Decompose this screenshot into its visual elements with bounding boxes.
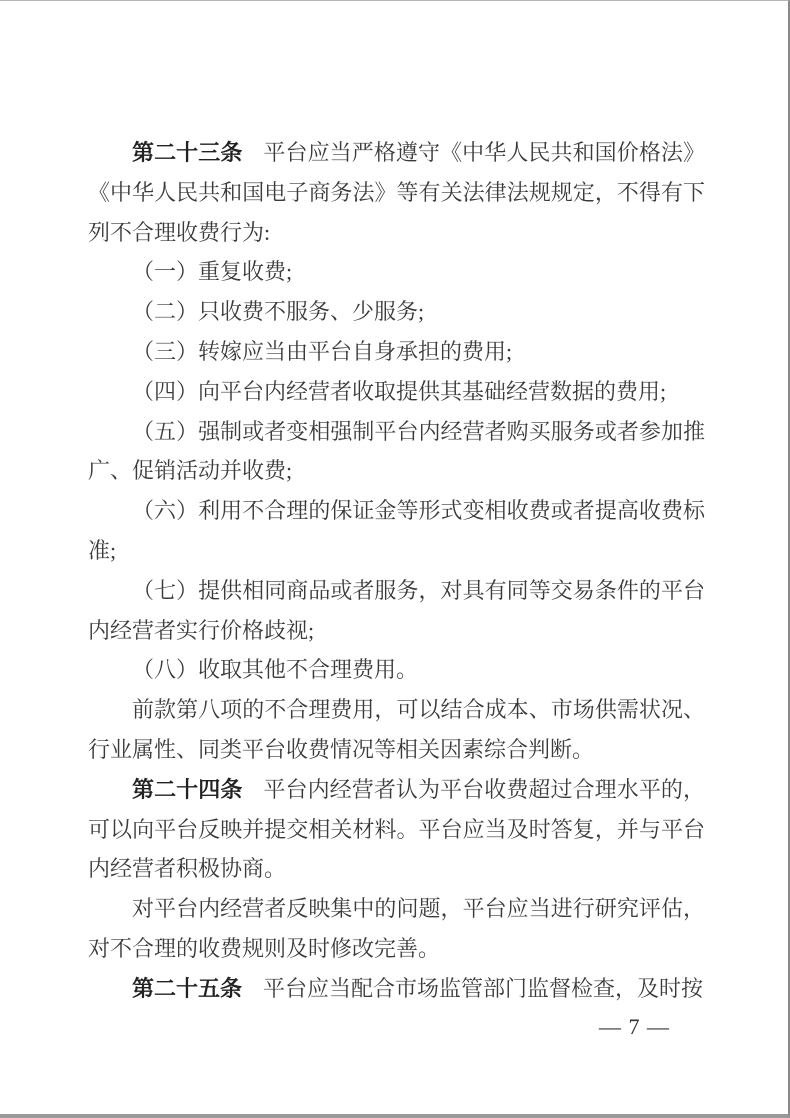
article-23-item-8 bbox=[88, 650, 705, 690]
article-23-item-6 bbox=[88, 491, 705, 571]
article-25-text: 平台应当配合市场监管部门监督检查，及时按 bbox=[263, 975, 704, 1001]
item-6-text: （六）利用不合理的保证金等形式变相收费或者提高收费标准; bbox=[88, 498, 705, 563]
item-2-text: （二）只收费不服务、少服务; bbox=[132, 299, 425, 325]
article-23 bbox=[88, 133, 705, 252]
item-8-text: （八）收取其他不合理费用。 bbox=[132, 657, 419, 683]
article-23-number: 第二十三条 bbox=[132, 140, 243, 165]
article-24 bbox=[88, 770, 705, 889]
item-3-text: （三）转嫁应当由平台自身承担的费用; bbox=[132, 338, 513, 364]
article-24-text: 平台内经营者认为平台收费超过合理水平的，可以向平台反映并提交相关材料。平台应当及时答复，并与平台内经营者积极协商。 bbox=[88, 776, 705, 882]
article-23-item-1 bbox=[88, 252, 705, 292]
article-23-text: 平台应当严格遵守《中华人民共和国价格法》《中华人民共和国电子商务法》等有关法律法规规定，不得有下列不合理收费行为: bbox=[88, 140, 705, 245]
item-7-text: （七）提供相同商品或者服务，对具有同等交易条件的平台内经营者实行价格歧视; bbox=[88, 577, 705, 643]
article-23-note bbox=[88, 690, 705, 770]
article-25-number: 第二十五条 bbox=[132, 975, 243, 1001]
item-5-text: （五）强制或者变相强制平台内经营者购买服务或者参加推广、促销活动并收费; bbox=[88, 418, 705, 484]
item-1-text: （一）重复收费; bbox=[132, 259, 293, 285]
article-24-note-text: 对平台内经营者反映集中的问题，平台应当进行研究评估，对不合理的收费规则及时修改完善。 bbox=[88, 896, 705, 961]
article-24-note bbox=[88, 889, 705, 969]
document-body bbox=[88, 133, 705, 1009]
article-25 bbox=[88, 969, 705, 1009]
page-number: — 7 — bbox=[599, 1014, 670, 1039]
article-23-item-3 bbox=[88, 332, 705, 372]
article-23-note-text: 前款第八项的不合理费用，可以结合成本、市场供需状况、行业属性、同类平台收费情况等相关因素综合判断。 bbox=[88, 697, 705, 762]
article-23-item-7 bbox=[88, 571, 705, 651]
article-23-item-5 bbox=[88, 412, 705, 492]
item-4-text: （四）向平台内经营者收取提供其基础经营数据的费用; bbox=[132, 378, 667, 404]
article-23-item-4 bbox=[88, 372, 705, 412]
article-23-item-2 bbox=[88, 292, 705, 332]
article-24-number: 第二十四条 bbox=[132, 776, 243, 802]
